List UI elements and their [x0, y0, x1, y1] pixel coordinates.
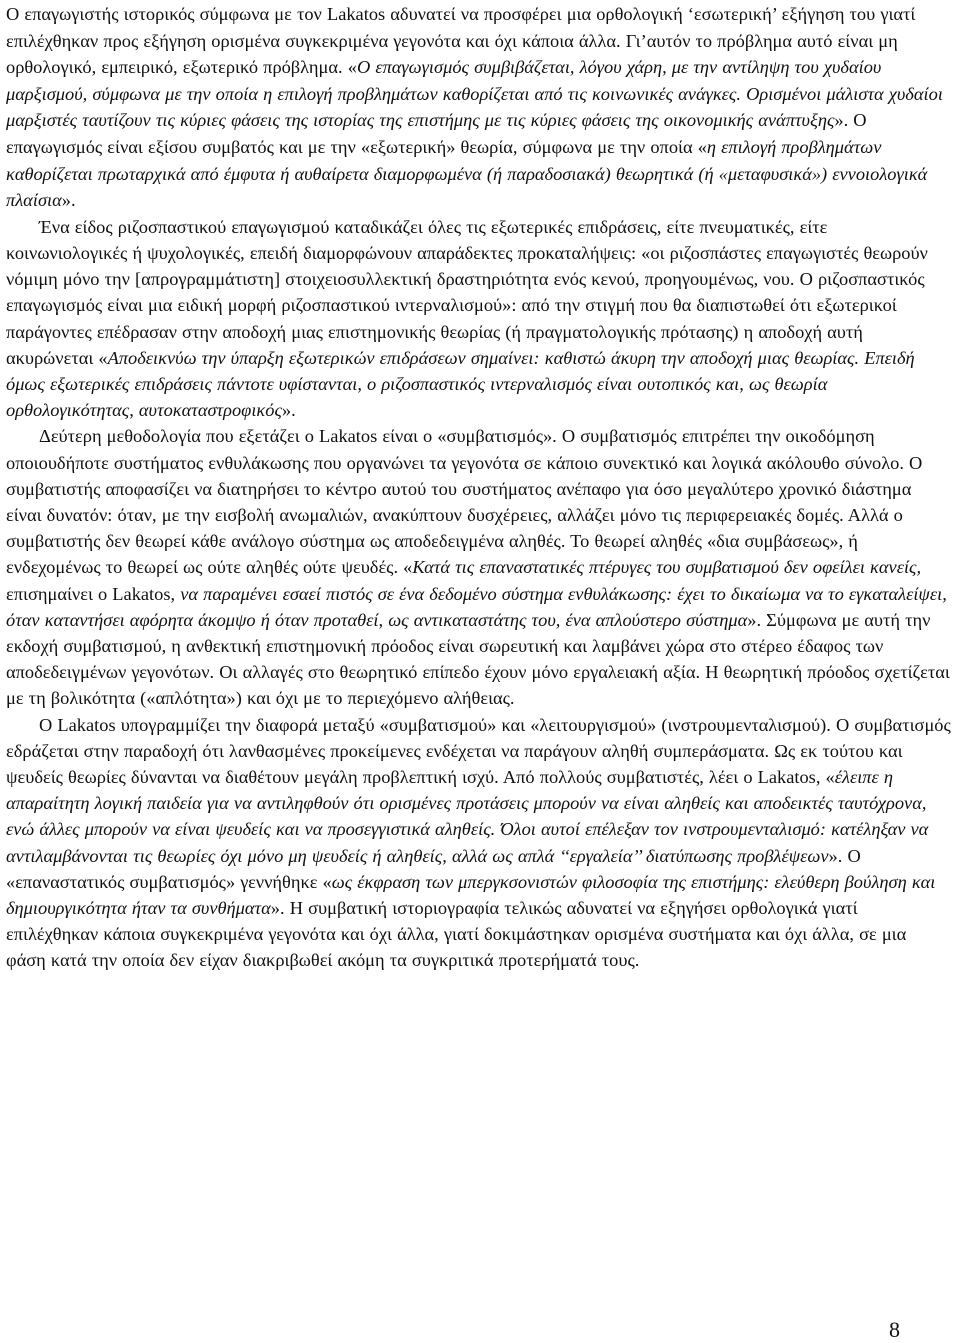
text-span: Ο επαγωγιστής ιστορικός σύμφωνα με τον Lakatos αδυνατεί να προσφέρει μια ορθολογική ‘εσωτερική’ εξήγηση του γιατί επιλέχθηκαν προς εξήγηση ορισμένα συγκεκριμένα γεγονότα και όχι κάποια άλλα. Γι’αυτόν το πρόβλημα αυτό είναι μη ορθολογικό, εμπειρικό, εξωτερικό πρόβλημα. « — [6, 4, 916, 78]
text-span: ». Ο επαγωγισμός είναι εξίσου συμβατός και με την «εξωτερική» θεωρία, σύμφωνα με την οποία « — [6, 110, 867, 157]
text-span: ». Σύμφωνα με αυτή την εκδοχή συμβατισμού, η ανθεκτική επιστημονική πρόοδος είναι σωρευτική και λαμβάνει χώρα στο στέρεο έδαφος των αποδεδειγμένων γεγονότων. Οι αλλαγές στο θεωρητικό επίπεδο έχουν μόνο εργαλειακή αξία. Η θεωρητική πρόοδος σχετίζεται με τη βολικότητα («απλότητα») και όχι με το περιεχόμενο αλήθειας. — [6, 609, 950, 709]
paragraph-2 — [6, 214, 951, 424]
text-span: ». Η συμβατική ιστοριογραφία τελικώς αδυνατεί να εξηγήσει ορθολογικά γιατί επιλέχθηκαν κάποια συγκεκριμένα γεγονότα και όχι άλλα, γιατί δοκιμάστηκαν ορισμένα συστήματα και όχι άλλα, σε μια φάση κατά την οποία δεν είχαν διακριβωθεί ακόμη τα συγκριτικά προτερήματά τους. — [6, 898, 907, 971]
italic-quote: να παραμένει εσαεί πιστός σε ένα δεδομένο σύστημα ενθυλάκωσης: έχει το δικαίωμα να το εγκαταλείψει, όταν καταντήσει αφόρητα άκομψο ή όταν προταθεί, ως αντικαταστάτης του, ένα απλούστερο σύστημα — [6, 583, 947, 630]
italic-quote: η επιλογή προβλημάτων καθορίζεται πρωταρχικά από έμφυτα ή αυθαίρετα διαμορφωμένα (ή παραδοσιακά) θεωρητικά (ή «μεταφυσικά») εννοιολογικά πλαίσια — [6, 136, 928, 211]
document-body — [6, 1, 951, 974]
italic-quote: Αποδεικνύω την ύπαρξη εξωτερικών επιδράσεων σημαίνει: καθιστώ άκυρη την αποδοχή μιας θεωρίας. Επειδή όμως εξωτερικές επιδράσεις πάντοτε υφίστανται, ο ριζοσπαστικός ιντερναλισμός είναι ουτοπικός και, ως θεωρία ορθολογικότητας, αυτοκαταστροφικός — [6, 347, 915, 421]
paragraph-1 — [6, 1, 951, 214]
italic-quote: Ο επαγωγισμός συμβιβάζεται, λόγου χάρη, με την αντίληψη του χυδαίου μαρξισμού, σύμφωνα με την οποία η επιλογή προβλημάτων καθορίζεται από τις κοινωνικές ανάγκες. Ορισμένοι μάλιστα χυδαίοι μαρξιστές ταυτίζουν τις κύριες φάσεις της ιστορίας της επιστήμης με τις κύριες φάσεις της οικονομικής ανάπτυξης — [6, 57, 943, 131]
page-number: 8 — [889, 1316, 900, 1342]
text-span: Ένα είδος ριζοσπαστικού επαγωγισμού καταδικάζει όλες τις εξωτερικές επιδράσεις, είτε πνευματικές, είτε κοινωνιολογικές ή ψυχολογικές, επειδή διαμορφώνουν απαράδεκτες προκαταλήψεις: «οι ριζοσπάστες επαγωγιστές θεωρούν νόμιμη μόνο την [απρογραμμάτιστη] στοιχειοσυλλεκτική δραστηριότητα ενός κενού, προηγουμένως, νου. Ο ριζοσπαστικός επαγωγισμός είναι μια ειδική μορφή ριζοσπαστικού ιντερναλισμού»: από την στιγμή που θα διαπιστωθεί ότι εξωτερικοί παράγοντες επέδρασαν στην αποδοχή μιας επιστημονικής θεωρίας (ή πραγματολογικής πρότασης) η αποδοχή αυτή ακυρώνεται « — [6, 216, 928, 368]
text-span: Δεύτερη μεθοδολογία που εξετάζει ο Lakatos είναι ο «συμβατισμός». Ο συμβατισμός επιτρέπει την οικοδόμηση οποιουδήποτε συστήματος ενθυλάκωσης που οργανώνει τα γεγονότα σε κάποιο συνεκτικό και λογικά ακόλουθο σύνολο. Ο συμβατιστής αποφασίζει να διατηρήσει το κέντρο αυτού του συστήματος ανέπαφο για όσο μεγαλύτερο χρονικό διάστημα είναι δυνατόν: όταν, με την εισβολή ανωμαλιών, ανακύπτουν δυσχέρειες, αλλάζει μόνο τις περιφερειακές δομές. Αλλά ο συμβατιστής δεν θεωρεί κάθε ανάλογο σύστημα ως αποδεδειγμένα αληθές. Το θεωρεί αληθές «δια συμβάσεως», ή ενδεχομένως το θεωρεί ως ούτε αληθές ούτε ψευδές. « — [6, 426, 923, 578]
italic-quote: ως έκφραση των μπεργκσονιστών φιλοσοφία της επιστήμης: ελεύθερη βούληση και δημιουργικότητα ήταν τα συνθήματα — [6, 871, 936, 919]
italic-quote: Κατά τις επαναστατικές πτέρυγες του συμβατισμού δεν οφείλει κανείς, — [412, 557, 922, 578]
text-span: ». — [61, 190, 76, 211]
text-span: ». Ο «επαναστατικός συμβατισμός» γεννήθηκε « — [6, 845, 861, 892]
text-span: επισημαίνει ο Lakatos, — [6, 583, 181, 604]
text-span: ». — [281, 400, 296, 421]
italic-quote: έλειπε η απαραίτητη λογική παιδεία για να αντιληφθούν ότι ορισμένες προτάσεις μπορούν να είναι αληθείς και αποδεικτές ταυτόχρονα, ενώ άλλες μπορούν να είναι ψευδείς και να προσεγγιστικά αληθείς. Όλοι αυτοί επέλεξαν τον ινστρουμενταλισμό: κατέληξαν να αντιλαμβάνονται τις θεωρίες όχι μόνο μη ψευδείς ή αληθείς, αλλά ως απλά ‘‘εργαλεία’’ διατύπωσης προβλέψεων — [6, 767, 929, 866]
paragraph-3 — [6, 423, 951, 711]
paragraph-4 — [6, 712, 951, 974]
text-span: Ο Lakatos υπογραμμίζει την διαφορά μεταξύ «συμβατισμού» και «λειτουργισμού» (ινστρουμενταλισμού). Ο συμβατισμός εδράζεται στην παραδοχή ότι λανθασμένες προκείμενες ενδέχεται να παράγουν αληθή συμπεράσματα. Ως εκ τούτου και ψευδείς θεωρίες δύνανται να διαθέτουν μεγάλη προβλεπτική ισχύ. Από πολλούς συμβατιστές, λέει ο Lakatos, « — [6, 714, 951, 788]
